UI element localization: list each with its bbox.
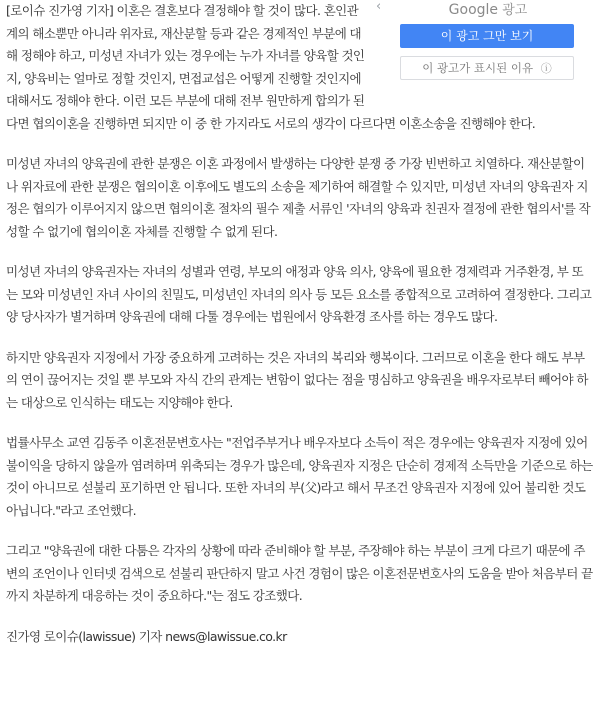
- google-ad-feedback-panel: [378, 0, 598, 90]
- back-arrow-icon[interactable]: ‹: [376, 0, 381, 14]
- article-paragraph: 미성년 자녀의 양육권에 관한 분쟁은 이혼 과정에서 발생하는 다양한 분쟁 중 가장 빈번하고 치열하다. 재산분할이나 위자료에 관한 분쟁은 협의이혼 이후에도 별도의 소송을 제기하여 해결할 수 있지만, 미성년 자녀의 양육권자 지정은 협의가 이루어지지 않으면 협의이혼 절차의 필수 제출 서류인 '자녀의 양육과 친권자 결정에 관한 협의서'를 작성할 수 없기에 협의이혼 자체를 진행할 수 없게 된다.: [6, 156, 591, 239]
- google-logo-text: Google: [448, 2, 499, 18]
- article-paragraph: 하지만 양육권자 지정에서 가장 중요하게 고려하는 것은 자녀의 복리와 행복이다. 그러므로 이혼을 한다 해도 부부의 연이 끊어지는 것일 뿐 부모와 자식 간의 관계는 변함이 없다는 점을 명심하고 양육권을 배우자로부터 빼어야 하는 대상으로 인식하는 태도는 지양해야 한다.: [6, 349, 588, 410]
- article-paragraph: 미성년 자녀의 양육권자는 자녀의 성별과 연령, 부모의 애정과 양육 의사, 양육에 필요한 경제력과 거주환경, 부 또는 모와 미성년인 자녀 사이의 친밀도, 미성년인 자녀의 의사 등 모든 요소를 종합적으로 고려하여 결정한다. 그리고 양 당사자가 별거하며 양육권에 대해 다툴 경우에는 법원에서 양육환경 조사를 하는 경우도 많다.: [6, 264, 592, 324]
- ad-label: 광고: [502, 3, 528, 18]
- why-this-ad-button[interactable]: [400, 56, 574, 80]
- article-paragraph: 법률사무소 교연 김동주 이혼전문변호사는 "전업주부거나 배우자보다 소득이 적은 경우에는 양육권자 지정에 있어 불이익을 당하지 않을까 염려하며 위축되는 경우가 많은데, 양육권자 지정은 단순히 경제적 소득만을 기준으로 하는 것이 아니므로 섣불리 포기하면 안 됩니다. 또한 자녀의 부(父)라고 해서 무조건 양육권자 지정에 있어 불리한 것도 아닙니다."라고 조언했다.: [6, 435, 593, 518]
- article-body: [6, 0, 594, 666]
- stop-seeing-ad-button[interactable]: 이 광고 그만 보기: [400, 24, 574, 48]
- why-this-ad-label: 이 광고가 표시된 이유: [422, 61, 534, 75]
- article-byline: 진가영 로이슈(lawissue) 기자 news@lawissue.co.kr: [6, 628, 287, 644]
- article-paragraph: 그리고 "양육권에 대한 다툼은 각자의 상황에 따라 준비해야 할 부분, 주장해야 하는 부분이 크게 다르기 때문에 주변의 조언이나 인터넷 검색으로 섣불리 판단하지 말고 사건 경험이 많은 이혼전문변호사의 도움을 받아 처음부터 끝까지 차분하게 대응하는 것이 중요하다."는 점도 강조했다.: [6, 543, 593, 603]
- article-paragraph: [로이슈 진가영 기자] 이혼은 결혼보다 결정해야 할 것이 많다. 혼인관계의 해소뿐만 아니라 위자료, 재산분할 등과 같은 경제적인 부분에 대해 정해야 하고, 미성년 자녀가 있는 경우에는 누가 자녀를 양육할 것인지, 양육비는 얼마로 정할 것인지, 면접교섭은 어떻게 진행할 것인지에 대해서도 정해야 한다. 이런 모든 부분에 대해 전부 원만하게 합의가 된다면 협의이혼을 진행하면 되지만 이 중 한 가지라도 서로의 생각이 다르다면 이혼소송을 진행해야 한다.: [6, 3, 536, 131]
- ad-branding: [378, 0, 598, 21]
- info-icon: ⓘ: [540, 62, 552, 75]
